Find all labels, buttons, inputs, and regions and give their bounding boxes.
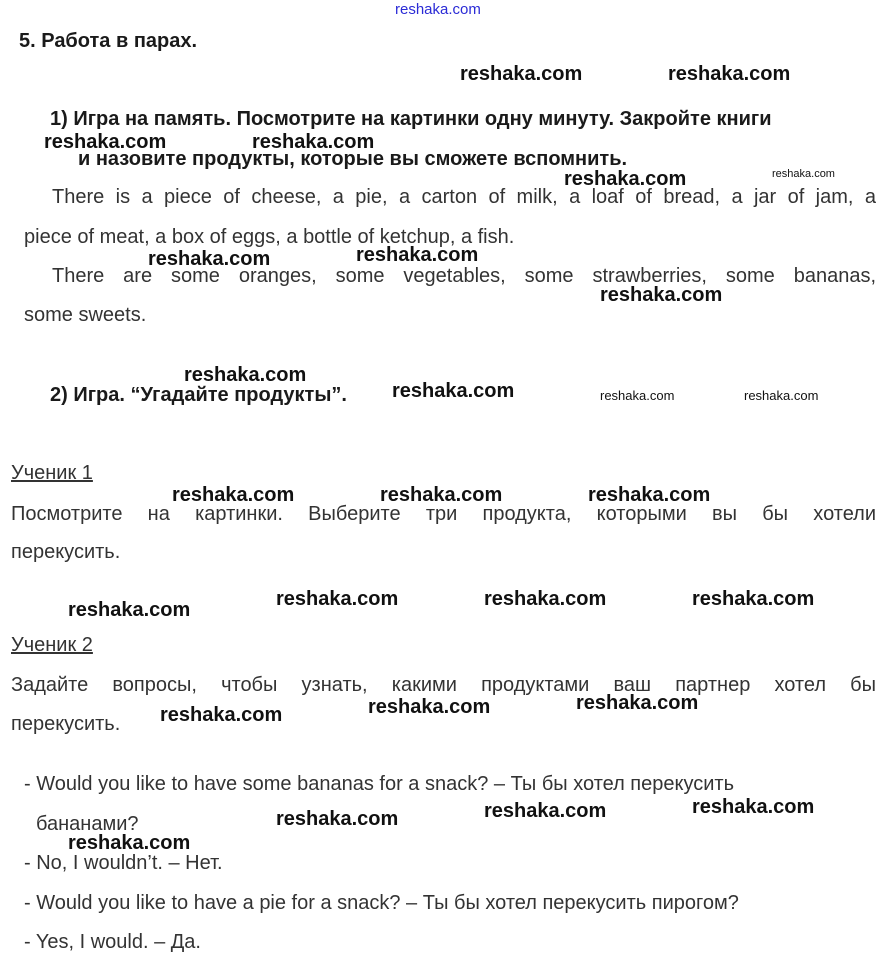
student1-label: Ученик 1 — [11, 462, 93, 484]
part2-title: 2) Игра. “Угадайте продукты”. — [50, 384, 347, 406]
dialogue-line: - Would you like to have a pie for a snack? – Ты бы хотел перекусить пирогом? — [24, 892, 739, 914]
watermark: reshaka.com — [484, 588, 607, 610]
watermark: reshaka.com — [252, 131, 375, 153]
watermark: reshaka.com — [600, 284, 723, 306]
watermark: reshaka.com — [600, 388, 675, 403]
part1-para1-line1: There is a piece of cheese, a pie, a carton of milk, a loaf of bread, a jar of jam, a — [52, 186, 876, 208]
watermark: reshaka.com — [276, 808, 399, 830]
watermark: reshaka.com — [276, 588, 399, 610]
dialogue-line: - No, I wouldn’t. – Нет. — [24, 852, 223, 874]
section-heading: 5. Работа в парах. — [19, 30, 198, 52]
watermark: reshaka.com — [692, 796, 815, 818]
watermark: reshaka.com — [484, 800, 607, 822]
watermark: reshaka.com — [160, 704, 283, 726]
watermark: reshaka.com — [744, 388, 819, 403]
student1-line1: Посмотрите на картинки. Выберите три продукта, которыми вы бы хотели — [11, 503, 876, 525]
watermark: reshaka.com — [692, 588, 815, 610]
watermark: reshaka.com — [148, 248, 271, 270]
watermark: reshaka.com — [772, 168, 835, 180]
watermark: reshaka.com — [368, 696, 491, 718]
watermark: reshaka.com — [588, 484, 711, 506]
part1-para2-line1: There are some oranges, some vegetables, some strawberries, some bananas, — [52, 265, 876, 287]
watermark: reshaka.com — [68, 599, 191, 621]
student1-line2: перекусить. — [11, 541, 121, 563]
student2-label: Ученик 2 — [11, 634, 93, 656]
watermark: reshaka.com — [668, 63, 791, 85]
part1-title-line1: 1) Игра на память. Посмотрите на картинки одну минуту. Закройте книги — [50, 108, 772, 130]
part1-title-line2: и назовите продукты, которые вы сможете вспомнить. — [78, 148, 628, 170]
dialogue-line: бананами? — [36, 813, 139, 835]
watermark: reshaka.com — [564, 168, 687, 190]
watermark: reshaka.com — [460, 63, 583, 85]
watermark: reshaka.com — [576, 692, 699, 714]
watermark: reshaka.com — [392, 380, 515, 402]
dialogue-line: - Would you like to have some bananas for a snack? – Ты бы хотел перекусить — [24, 773, 735, 795]
watermark: reshaka.com — [44, 131, 167, 153]
part1-para2-line2: some sweets. — [24, 304, 147, 326]
dialogue-line: - Yes, I would. – Да. — [24, 931, 201, 953]
student2-line2: перекусить. — [11, 713, 121, 735]
watermark-top: reshaka.com — [395, 1, 481, 18]
watermark: reshaka.com — [68, 832, 191, 854]
watermark: reshaka.com — [184, 364, 307, 386]
student2-line1: Задайте вопросы, чтобы узнать, какими продуктами ваш партнер хотел бы — [11, 674, 876, 696]
watermark: reshaka.com — [172, 484, 295, 506]
watermark: reshaka.com — [380, 484, 503, 506]
watermark: reshaka.com — [356, 244, 479, 266]
part1-para1-line2: piece of meat, a box of eggs, a bottle of ketchup, a fish. — [24, 226, 515, 248]
